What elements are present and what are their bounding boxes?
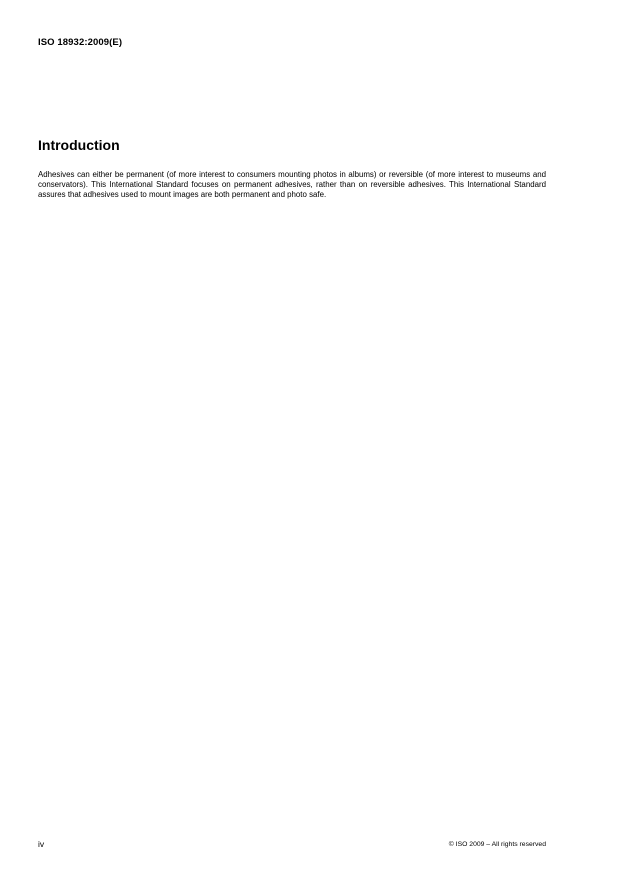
introduction-paragraph: Adhesives can either be permanent (of more interest to consumers mounting photos in albums) or reversible (of more interest to museums and conservators). This International Standard focuses on permanent adhesives, rather than on reversible adhesives. This International Standard assures that adhesives used to mount images are both permanent and photo safe. xyxy=(38,170,546,200)
page-number: iv xyxy=(38,839,45,849)
copyright-notice: © ISO 2009 – All rights reserved xyxy=(448,841,546,848)
section-title: Introduction xyxy=(38,137,120,153)
document-identifier: ISO 18932:2009(E) xyxy=(38,37,123,48)
